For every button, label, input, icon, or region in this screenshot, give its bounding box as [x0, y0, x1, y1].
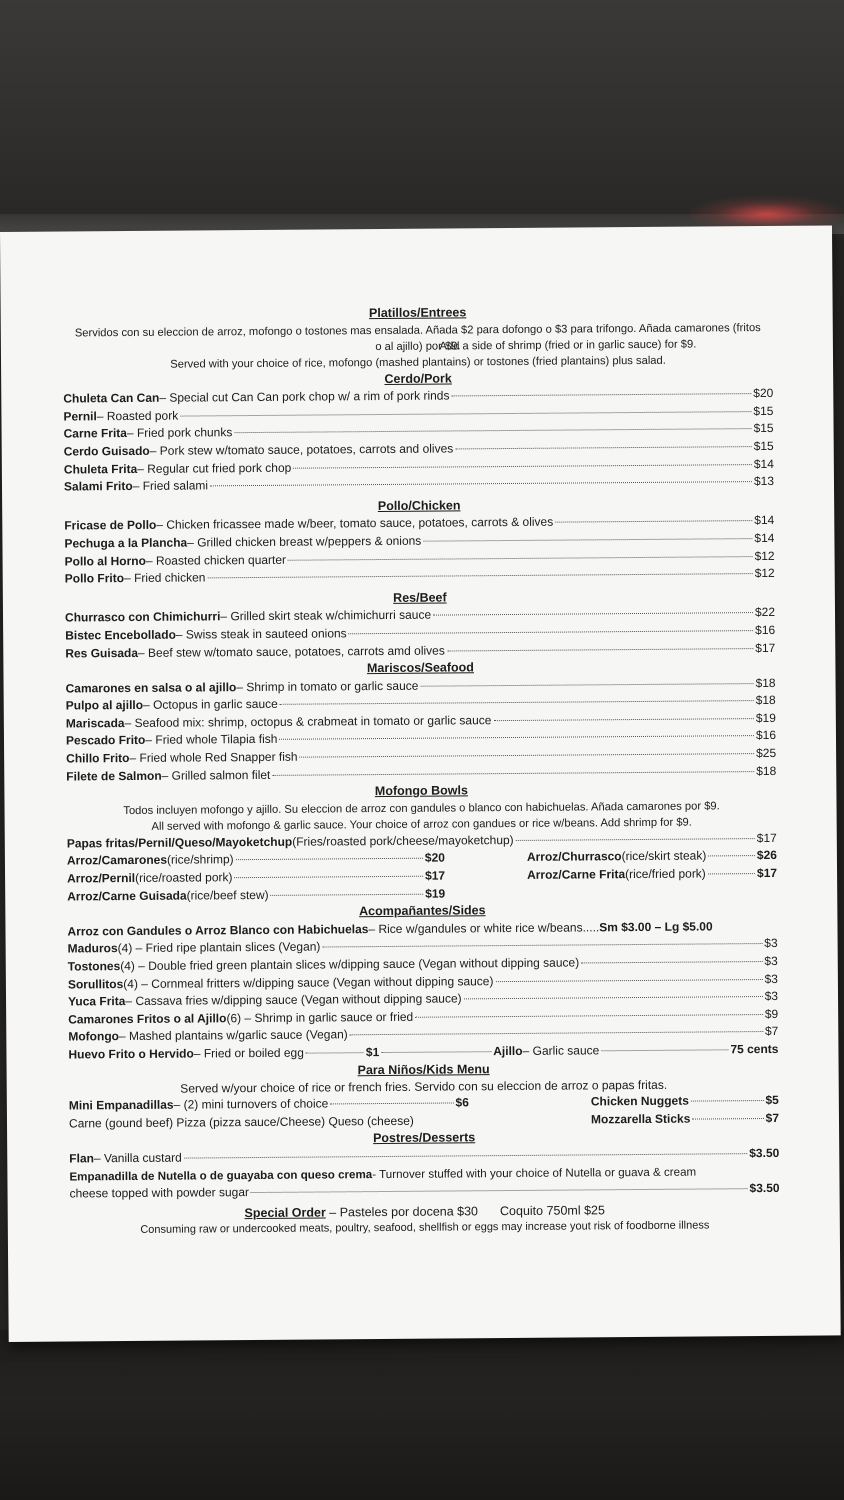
bowls-two-columns — [67, 847, 777, 905]
table-background-bottom — [0, 1330, 844, 1500]
item-name: Arroz/Pernil — [67, 870, 136, 886]
item-price: $9 — [764, 1006, 779, 1021]
leader-dots — [234, 876, 423, 878]
section-title-mofongo-bowls: Mofongo Bowls — [374, 783, 468, 799]
leader-dots — [516, 838, 755, 841]
item-name: Salami Frito — [63, 479, 133, 494]
item-name: Arroz/Camarones — [66, 853, 168, 868]
item-price: $16 — [755, 622, 776, 637]
item-desc: (6) – Shrimp in garlic sauce or fried — [226, 1009, 414, 1026]
item-desc: – Fried whole Tilapia fish — [145, 732, 278, 748]
leader-dots — [451, 393, 751, 396]
item-name: Pescado Frito — [65, 733, 146, 748]
item-name: Sorullitos — [67, 976, 124, 992]
bowls-left-column — [67, 850, 445, 906]
leader-dots — [207, 573, 752, 578]
item-desc: (rice/skirt steak) — [621, 848, 707, 864]
item-name: Yuca Frita — [67, 994, 126, 1009]
item-name: Tostones — [67, 959, 121, 974]
item-price: $3 — [764, 971, 778, 986]
kids-two-columns — [69, 1092, 779, 1133]
item-name: Chicken Nuggets — [590, 1093, 689, 1109]
item-price: $3 — [764, 989, 779, 1004]
menu-content — [63, 302, 780, 1240]
menu-item — [591, 1110, 779, 1129]
item-price: $20 — [424, 850, 445, 866]
item-price: $16 — [755, 728, 777, 743]
item-desc: – Roasted pork — [96, 408, 179, 424]
bowls-note-english: All served with mofongo & garlic sauce. Your choice of arroz con gandues or rice w/beans. Add shrimp for $9. — [151, 816, 692, 833]
item-price: $15 — [753, 421, 774, 436]
item-desc: – Fried pork chunks — [126, 425, 233, 441]
kids-empanadilla-choices: Carne (gound beef) Pizza (pizza sauce/Cheese) Queso (cheese) — [68, 1113, 414, 1131]
item-name: Arroz/Carne Guisada — [67, 888, 187, 904]
leader-dots — [581, 961, 762, 963]
item-price: $3.50 — [749, 1145, 780, 1161]
item-name: Empanadilla de Nutella o de guayaba con queso crema — [69, 1167, 373, 1184]
kids-right-column — [591, 1092, 779, 1129]
leader-dots — [455, 446, 751, 449]
bowls-right-column — [527, 847, 777, 902]
item-desc: – Grilled salmon filet — [161, 767, 271, 783]
leader-dots — [601, 1049, 728, 1051]
item-name: Fricase de Pollo — [64, 518, 157, 533]
beef-list — [65, 604, 775, 662]
item-desc: – Grilled skirt steak w/chimichurri sauce — [220, 607, 432, 624]
section-title-pork: Cerdo/Pork — [384, 371, 452, 386]
leader-dots — [433, 612, 753, 616]
leader-dots — [288, 556, 753, 561]
leader-dots — [423, 538, 752, 542]
item-price: $14 — [754, 513, 775, 528]
item-name: Papas fritas/Pernil/Queso/Mayoketchup — [66, 834, 293, 851]
leader-dots — [234, 428, 751, 433]
item-desc: (4) – Cornmeal fritters w/dipping sauce (Vegan without dipping sauce) — [123, 973, 494, 991]
item-desc: – Mashed plantains w/garlic sauce (Vegan) — [118, 1027, 348, 1044]
item-desc: – Beef stew w/tomato sauce, potatoes, carrots amd olives — [137, 643, 445, 660]
leader-dots — [420, 683, 753, 687]
item-price: $15 — [753, 403, 774, 418]
leader-dots — [272, 771, 754, 776]
leader-dots — [692, 1118, 763, 1120]
sides-list — [68, 935, 779, 1064]
item-price: $20 — [753, 386, 774, 401]
item-name: Mozzarella Sticks — [590, 1111, 691, 1127]
item-desc: (4) – Fried ripe plantain slices (Vegan) — [117, 939, 321, 956]
item-name: Huevo Frito o Hervido — [68, 1046, 194, 1062]
item-name: Filete de Salmon — [66, 768, 162, 784]
entrees-note-shrimp: Add a side of shrimp (fried or in garlic sauce) for $9. — [439, 338, 697, 353]
item-desc: – Fried or boiled egg — [193, 1045, 304, 1061]
leader-dots — [293, 464, 752, 469]
item-desc: – Garlic sauce — [522, 1043, 600, 1058]
leader-dots — [279, 736, 754, 741]
item-name: Pollo al Horno — [64, 553, 146, 569]
item-price: $14 — [753, 456, 774, 471]
menu-item — [527, 865, 777, 885]
item-name: Arroz/Churrasco — [526, 849, 622, 865]
item-desc: (rice/shrimp) — [166, 852, 234, 868]
item-price: $3 — [764, 936, 778, 951]
item-price: $3.50 — [749, 1181, 780, 1196]
menu-item — [527, 847, 777, 867]
item-name: Bistec Encebollado — [65, 627, 176, 643]
section-title-seafood: Mariscos/Seafood — [366, 660, 474, 676]
coquito-text: Coquito 750ml $25 — [499, 1202, 605, 1218]
leader-dots — [464, 996, 763, 999]
item-desc: – Fried whole Red Snapper fish — [129, 749, 298, 766]
menu-page — [0, 225, 841, 1342]
item-desc: – Swiss steak in sauteed onions — [175, 626, 347, 642]
bowls-note-spanish: Todos incluyen mofongo y ajillo. Su eleccion de arroz con gandules o blanco con habichuelas. Añada camarones por $9. — [123, 800, 720, 817]
item-name: Pulpo al ajillo — [65, 698, 144, 713]
item-price: $19 — [425, 886, 446, 901]
item-desc: – (2) mini turnovers of choice — [173, 1096, 329, 1112]
item-name: Camarones en salsa o al ajillo — [65, 679, 237, 696]
item-price: $17 — [756, 830, 777, 845]
leader-dots — [447, 648, 753, 651]
section-title-sides: Acompañantes/Sides — [359, 903, 486, 919]
item-desc: – Seafood mix: shrimp, octopus & crabmeat in tomato or garlic sauce — [124, 713, 492, 730]
item-price: $17 — [424, 868, 446, 883]
leader-dots — [300, 753, 755, 758]
kids-note: Served w/your choice of rice or french fries. Servido con su eleccion de arroz o papas fritas. — [180, 1077, 668, 1096]
leader-dots — [271, 893, 424, 895]
leader-dots — [322, 943, 762, 947]
leader-dots — [251, 1188, 748, 1193]
item-price: $19 — [755, 710, 776, 725]
leader-dots — [349, 630, 753, 634]
item-name: Pollo Frito — [64, 571, 125, 586]
special-order-label: Special Order — [244, 1205, 326, 1220]
entrees-note-spanish: Servidos con su eleccion de arroz, mofongo o tostones mas ensalada. Añada $2 para dofongo o $3 para trifongo. Añada camarones (fritos o al ajillo) por $9. — [74, 321, 761, 353]
item-desc: – Roasted chicken quarter — [145, 552, 287, 568]
item-desc: – Shrimp in tomato or garlic sauce — [236, 678, 419, 694]
foodborne-warning: Consuming raw or undercooked meats, poultry, seafood, shellfish or eggs may increase yout risk of foodborne illness — [140, 1219, 710, 1236]
item-name: Mariscada — [65, 715, 125, 731]
item-price: $17 — [756, 865, 778, 881]
item-desc: – Regular cut fried pork chop — [137, 460, 292, 476]
leader-dots — [691, 1100, 764, 1102]
item-name: Carne Frita — [63, 426, 127, 441]
item-name: Camarones Fritos o al Ajillo — [68, 1011, 227, 1027]
item-price: $7 — [764, 1024, 779, 1039]
leader-dots — [555, 520, 752, 523]
item-name: Ajillo — [493, 1043, 523, 1059]
item-price: $7 — [765, 1110, 780, 1125]
item-name: Maduros — [67, 941, 118, 956]
item-desc: – Pork stew w/tomato sauce, potatoes, carrots and olives — [149, 441, 454, 458]
item-desc: – Cassava fries w/dipping sauce (Vegan without dipping sauce) — [125, 991, 462, 1009]
leader-dots — [180, 411, 751, 416]
item-price: $25 — [756, 745, 777, 761]
item-price: $18 — [755, 693, 776, 708]
leader-dots — [210, 481, 752, 486]
item-price: Sm $3.00 – Lg $5.00 — [599, 919, 713, 935]
item-desc: – Fried chicken — [123, 570, 206, 586]
kids-left-column — [69, 1095, 469, 1133]
item-name: Chuleta Frita — [63, 461, 138, 477]
section-title-chicken: Pollo/Chicken — [377, 498, 461, 513]
special-order-text: – Pasteles por docena $30 — [325, 1203, 479, 1220]
item-desc: cheese topped with powder sugar — [69, 1185, 250, 1201]
section-title-entrees: Platillos/Entrees — [368, 305, 467, 321]
entrees-note-english: Served with your choice of rice, mofongo (mashed plantains) or tostones (fried plantains) plus salad. — [170, 354, 666, 371]
pork-list — [63, 385, 774, 496]
section-title-beef: Res/Beef — [393, 590, 447, 605]
item-desc: – Fried salami — [132, 478, 209, 494]
section-title-kids: Para Niños/Kids Menu — [357, 1061, 490, 1077]
item-desc: – Chicken fricassee made w/beer, tomato sauce, potatoes, carrots & olives — [156, 515, 554, 533]
leader-dots — [415, 1014, 763, 1018]
leader-dots — [708, 856, 755, 857]
item-price: $14 — [754, 530, 775, 546]
leader-dots — [708, 873, 755, 874]
item-price: $17 — [755, 640, 776, 655]
leader-dots — [280, 700, 754, 705]
leader-dots — [330, 1103, 453, 1105]
item-desc: – Special cut Can Can pork chop w/ a rim of pork rinds — [159, 388, 450, 405]
leader-dots — [381, 1051, 491, 1053]
leader-dots — [493, 718, 753, 721]
item-name: Res Guisada — [65, 645, 139, 660]
item-name: Cerdo Guisado — [63, 443, 150, 459]
item-desc: (Fries/roasted pork/cheese/mayoketchup) — [292, 832, 514, 849]
section-title-desserts: Postres/Desserts — [372, 1130, 476, 1146]
item-price: $12 — [754, 566, 775, 581]
item-name: Arroz/Carne Frita — [527, 867, 626, 882]
item-price: $22 — [754, 605, 776, 620]
item-desc: – Vanilla custard — [93, 1150, 182, 1166]
item-desc: – Octopus in garlic sauce — [143, 697, 278, 713]
item-price: $18 — [755, 675, 776, 690]
item-price: $26 — [756, 848, 777, 863]
item-name: Arroz con Gandules o Arroz Blanco con Habichuelas — [67, 921, 369, 939]
leader-dots — [495, 979, 762, 982]
item-desc: (rice/beef stew) — [186, 887, 269, 903]
leader-dots — [350, 1031, 763, 1035]
leader-dots — [306, 1052, 364, 1053]
item-price: $15 — [753, 438, 774, 454]
item-desc: – Rice w/gandules or white rice w/beans..... — [368, 920, 600, 936]
item-name: Churrasco con Chimichurri — [64, 609, 221, 625]
item-price: $3 — [764, 953, 778, 969]
item-desc: – Grilled chicken breast w/peppers & onions — [187, 533, 422, 550]
item-price: $6 — [455, 1095, 469, 1110]
item-name: Flan — [69, 1151, 95, 1166]
item-price: $12 — [754, 548, 775, 563]
menu-item — [591, 1092, 779, 1111]
item-name: Pechuga a la Plancha — [64, 535, 188, 551]
item-price: $13 — [753, 474, 775, 489]
item-price: $18 — [756, 763, 777, 778]
item-desc: (4) – Double fried green plantain slices w/dipping sauce (Vegan without dipping sauce) — [120, 955, 580, 974]
item-desc: (rice/fried pork) — [625, 866, 706, 882]
item-name: Mofongo — [68, 1029, 120, 1044]
item-desc: - Turnover stuffed with your choice of Nutella or guava & cream — [372, 1165, 697, 1181]
leader-dots — [184, 1153, 747, 1158]
item-name: Pernil — [63, 409, 97, 424]
item-name: Mini Empanadillas — [68, 1097, 174, 1113]
item-name: Chillo Frito — [66, 751, 130, 766]
seafood-list — [66, 675, 777, 786]
item-desc: (rice/roasted pork) — [135, 870, 233, 885]
chicken-list — [64, 512, 775, 588]
item-price: 75 cents — [730, 1041, 779, 1057]
item-price: $1 — [365, 1045, 380, 1060]
item-price: $5 — [765, 1093, 779, 1108]
leader-dots — [236, 858, 423, 860]
item-name: Chuleta Can Can — [63, 390, 160, 406]
